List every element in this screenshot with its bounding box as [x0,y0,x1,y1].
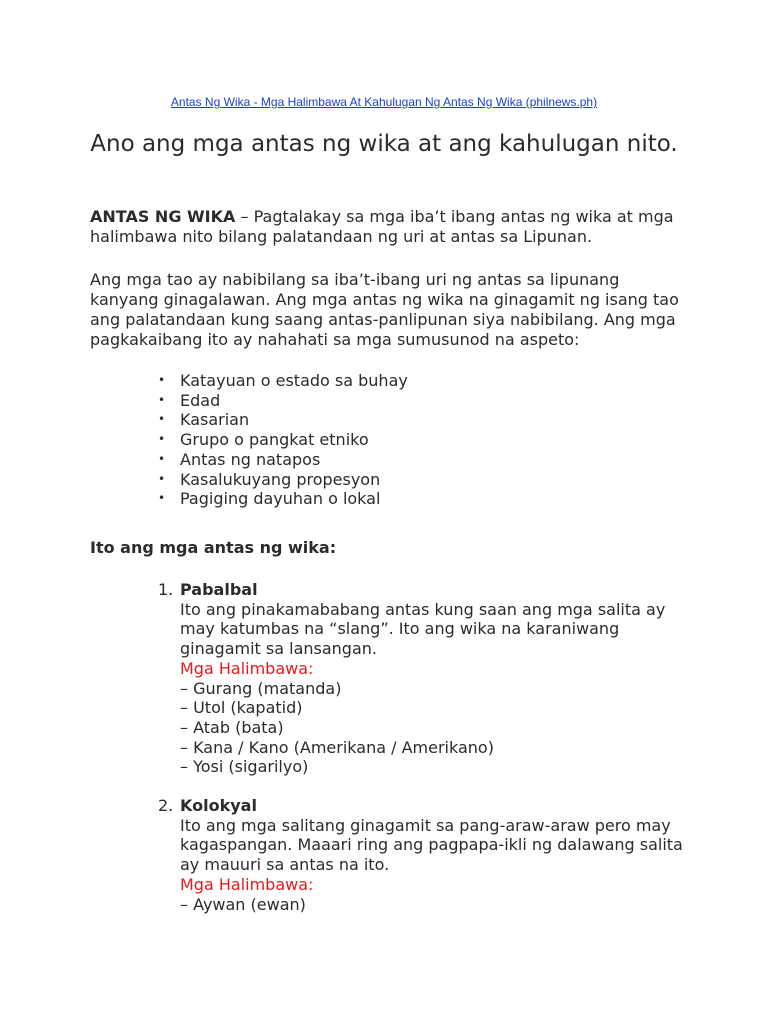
aspects-intro-paragraph: Ang mga tao ay nabibilang sa iba’t-ibang uri ng antas sa lipunang kanyang ginagalawan. Ang mga antas ng wika na ginagamit ng isang tao ang palatandaan kung saang antas-panlipunan siya nabibilang. Ang mga pagkakaibang ito ay nahahati sa mga sumusunod na aspeto: [90,270,679,349]
level-description: Ito ang mga salitang ginagamit sa pang-araw-araw pero may kagaspangan. Maaari ring ang pagpapa-ikli ng dalawang salita ay mauuri sa antas na ito. [180,815,683,875]
level-number: 1. [158,580,174,599]
aspects-list [180,371,408,509]
list-item: • Edad [180,391,408,411]
example-item: – Atab (bata) [180,717,284,737]
list-item: • Kasarian [180,410,408,430]
example-item: – Gurang (matanda) [180,678,342,698]
level-number: 2. [158,796,174,815]
levels-heading: Ito ang mga antas ng wika: [90,538,337,557]
source-link[interactable]: Antas Ng Wika - Mga Halimbawa At Kahulugan Ng Antas Ng Wika (philnews.ph) [170,95,598,109]
examples-label: Mga Halimbawa: [180,658,314,678]
example-item: – Utol (kapatid) [180,698,303,718]
intro-bold-lead: ANTAS NG WIKA [90,207,236,226]
level-name: Kolokyal [180,796,257,815]
level-name: Pabalbal [180,580,258,599]
examples-label: Mga Halimbawa: [180,874,314,894]
page-title: Ano ang mga antas ng wika at ang kahulugan nito. [90,131,678,157]
example-item: – Yosi (sigarilyo) [180,757,309,777]
level-item-pabalbal [158,580,700,777]
example-item: – Aywan (ewan) [180,894,306,914]
level-description: Ito ang pinakamababang antas kung saan ang mga salita ay may katumbas na “slang”. Ito ang wika na karaniwang ginagamit sa lansangan. [180,599,666,659]
list-item: • Katayuan o estado sa buhay [180,371,408,391]
level-item-kolokyal [158,796,700,914]
list-item: • Pagiging dayuhan o lokal [180,489,408,509]
intro-text: – Pagtalakay sa mga iba’t ibang antas ng wika at mga halimbawa nito bilang palatandaan ng uri at antas sa Lipunan. [90,207,674,246]
example-item: – Kana / Kano (Amerikana / Amerikano) [180,737,494,757]
list-item: • Grupo o pangkat etniko [180,430,408,450]
intro-paragraph [90,207,690,247]
list-item: • Kasalukuyang propesyon [180,470,408,490]
list-item: • Antas ng natapos [180,450,408,470]
